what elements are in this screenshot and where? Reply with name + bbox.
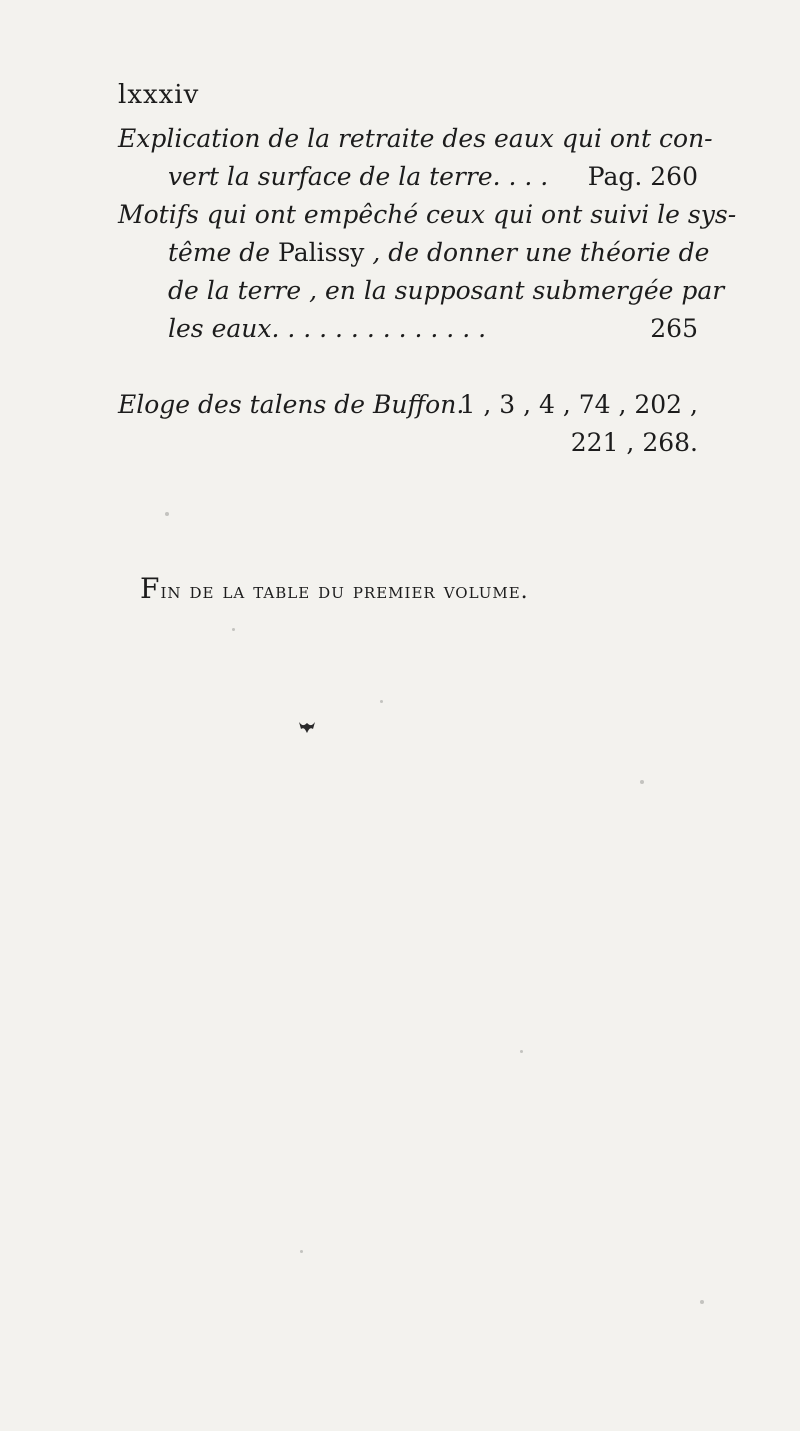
paper-speck	[520, 1050, 523, 1053]
end-note-initial: F	[140, 572, 161, 605]
toc-entry-line: de la terre , en la supposant submergée par	[168, 276, 725, 305]
toc-entry-text: tême de	[168, 238, 279, 267]
paper-speck	[700, 1300, 704, 1304]
toc-page-ref: 265	[650, 314, 698, 343]
toc-page-ref: Pag. 260	[587, 162, 698, 191]
paper-speck	[232, 628, 235, 631]
toc-entry-retraite-des-eaux	[118, 120, 713, 196]
toc-entry-text: les eaux. . . . . . . . . . . . . .	[168, 314, 487, 343]
toc-entry-name-roman: Palissy	[278, 238, 365, 267]
end-of-table-note	[140, 572, 700, 605]
toc-entry-line	[118, 386, 698, 424]
toc-entry-line: Explication de la retraite des eaux qui ont con-	[118, 124, 713, 153]
fleuron-icon	[298, 720, 316, 734]
toc-entry-text: vert la surface de la terre. . . .	[168, 162, 549, 191]
toc-entry-line: Motifs qui ont empêché ceux qui ont suivi le sys-	[118, 200, 737, 229]
toc-entry-line	[118, 158, 698, 196]
toc-entry-motifs-palissy	[118, 196, 737, 348]
toc-entry-eloge-buffon	[118, 386, 698, 462]
page-number: lxxxiv	[118, 80, 200, 110]
paper-speck	[165, 512, 169, 516]
toc-entry-line	[118, 424, 698, 462]
toc-entry-line	[118, 310, 698, 348]
toc-page-ref: 1 , 3 , 4 , 74 , 202 ,	[459, 390, 698, 419]
toc-page-ref: 221 , 268.	[570, 428, 698, 457]
toc-entry-line	[118, 234, 710, 272]
paper-speck	[300, 1250, 303, 1253]
paper-speck	[380, 700, 383, 703]
paper-speck	[640, 780, 644, 784]
end-note-text: in de la table du premier volume.	[160, 579, 529, 604]
toc-entry-text: Eloge des talens de Buffon.	[118, 390, 465, 419]
toc-entry-text: , de donner une théorie de	[364, 238, 710, 267]
